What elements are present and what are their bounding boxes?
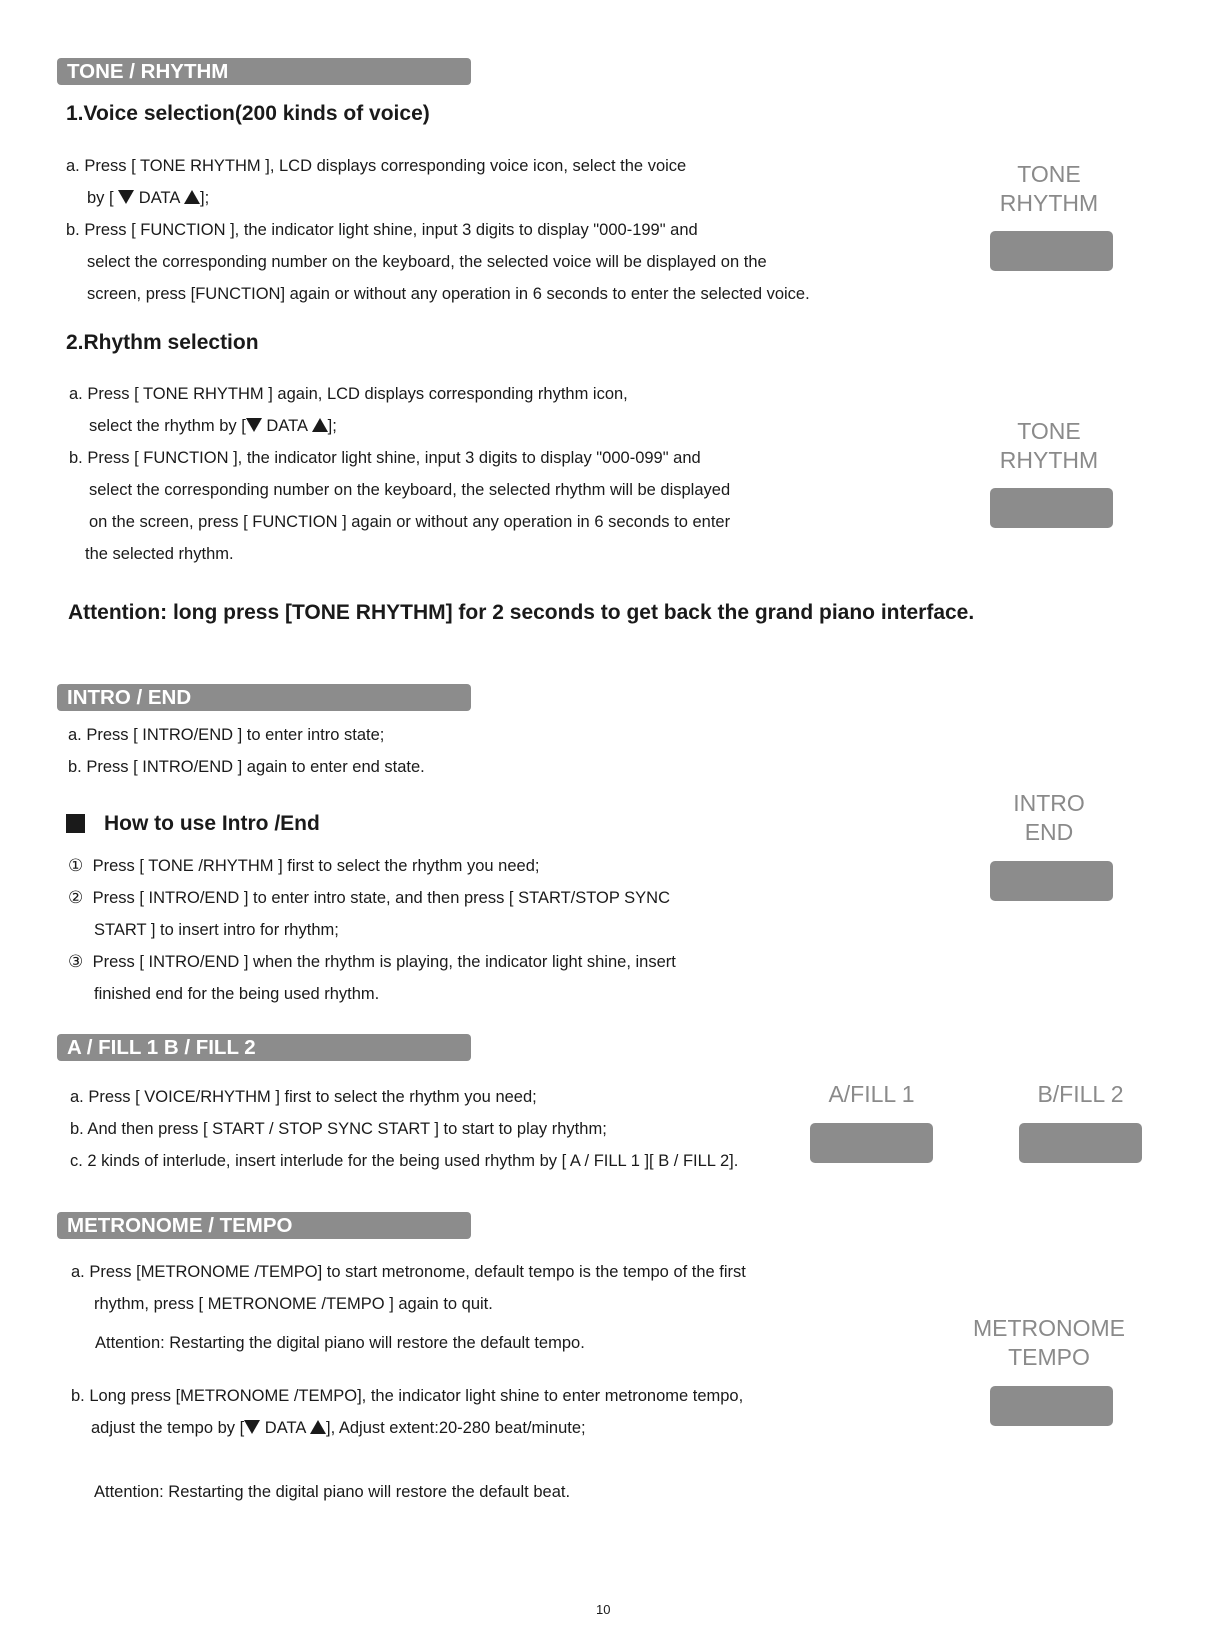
down-triangle-icon: [246, 418, 262, 432]
down-triangle-icon: [244, 1420, 260, 1434]
tone-rhythm-button-2: [990, 488, 1113, 528]
fill-step-a: a. Press [ VOICE/RHYTHM ] first to select the rhythm you need;: [70, 1088, 537, 1106]
voice-step-b-line3: screen, press [FUNCTION] again or without any operation in 6 seconds to enter the selected voice.: [87, 285, 810, 303]
down-triangle-icon: [118, 190, 134, 204]
voice-step-a-line1: a. Press [ TONE RHYTHM ], LCD displays corresponding voice icon, select the voice: [66, 157, 687, 175]
metronome-step-b-line2: adjust the tempo by [ DATA ], Adjust extent:20-280 beat/minute;: [91, 1419, 586, 1437]
metronome-step-a-line2: rhythm, press [ METRONOME /TEMPO ] again to quit.: [94, 1295, 493, 1313]
metronome-step-b-line1: b. Long press [METRONOME /TEMPO], the indicator light shine to enter metronome tempo,: [71, 1387, 744, 1405]
intro-end-button-label: INTRO END: [1013, 790, 1085, 845]
fill-step-c: c. 2 kinds of interlude, insert interlude for the being used rhythm by [ A / FILL 1 ][ B / FILL 2].: [70, 1152, 739, 1170]
voice-step-b-line2: select the corresponding number on the keyboard, the selected voice will be displayed on the: [87, 253, 767, 271]
tone-rhythm-button-label-2: TONE RHYTHM: [999, 418, 1099, 473]
rhythm-step-b-line3: on the screen, press [ FUNCTION ] again or without any operation in 6 seconds to enter: [89, 513, 731, 531]
voice-step-a-line2: by [ DATA ];: [87, 189, 210, 207]
intro-howto-step-3: ③ Press [ INTRO/END ] when the rhythm is playing, the indicator light shine, insert: [68, 952, 676, 971]
intro-howto-step-3-cont: finished end for the being used rhythm.: [94, 985, 380, 1003]
voice-selection-heading: 1.Voice selection(200 kinds of voice): [66, 102, 430, 125]
rhythm-step-b-line1: b. Press [ FUNCTION ], the indicator light shine, input 3 digits to display "000-099" and: [69, 449, 701, 467]
a-fill-1-button-label: A/FILL 1: [828, 1081, 915, 1107]
section-bar-tone-rhythm: TONE / RHYTHM: [57, 58, 471, 85]
up-triangle-icon: [184, 190, 200, 204]
fill-step-b: b. And then press [ START / STOP SYNC START ] to start to play rhythm;: [70, 1120, 607, 1138]
section-bar-intro-end: INTRO / END: [57, 684, 471, 711]
rhythm-step-b-line4: the selected rhythm.: [85, 545, 234, 563]
b-fill-2-button-label: B/FILL 2: [1037, 1081, 1124, 1107]
metronome-tempo-button-label: METRONOME TEMPO: [972, 1315, 1126, 1370]
up-triangle-icon: [312, 418, 328, 432]
rhythm-selection-heading: 2.Rhythm selection: [66, 331, 259, 354]
up-triangle-icon: [310, 1420, 326, 1434]
tone-rhythm-button: [990, 231, 1113, 271]
how-to-use-intro-heading: How to use Intro /End: [104, 812, 320, 835]
section-bar-fill: A / FILL 1 B / FILL 2: [57, 1034, 471, 1061]
tone-attention-note: Attention: long press [TONE RHYTHM] for 2 seconds to get back the grand piano interface.: [68, 601, 975, 624]
tone-rhythm-button-label: TONE RHYTHM: [999, 161, 1099, 216]
metronome-tempo-button: [990, 1386, 1113, 1426]
intro-howto-step-1: ① Press [ TONE /RHYTHM ] first to select the rhythm you need;: [68, 856, 540, 875]
rhythm-step-a-line1: a. Press [ TONE RHYTHM ] again, LCD displays corresponding rhythm icon,: [69, 385, 628, 403]
intro-step-b: b. Press [ INTRO/END ] again to enter end state.: [68, 758, 425, 776]
bullet-square-icon: [66, 814, 85, 833]
rhythm-step-b-line2: select the corresponding number on the keyboard, the selected rhythm will be displayed: [89, 481, 731, 499]
rhythm-step-a-line2: select the rhythm by [ DATA ];: [89, 417, 337, 435]
intro-howto-step-2: ② Press [ INTRO/END ] to enter intro state, and then press [ START/STOP SYNC: [68, 888, 670, 907]
page-number: 10: [596, 1602, 611, 1617]
metronome-attention-beat: Attention: Restarting the digital piano will restore the default beat.: [94, 1483, 571, 1501]
intro-end-button: [990, 861, 1113, 901]
a-fill-1-button: [810, 1123, 933, 1163]
intro-howto-step-2-cont: START ] to insert intro for rhythm;: [94, 921, 339, 939]
metronome-step-a-line1: a. Press [METRONOME /TEMPO] to start metronome, default tempo is the tempo of the first: [71, 1263, 746, 1281]
intro-step-a: a. Press [ INTRO/END ] to enter intro state;: [68, 726, 385, 744]
voice-step-b-line1: b. Press [ FUNCTION ], the indicator light shine, input 3 digits to display "000-199" and: [66, 221, 698, 239]
section-bar-metronome-tempo: METRONOME / TEMPO: [57, 1212, 471, 1239]
metronome-attention-tempo: Attention: Restarting the digital piano will restore the default tempo.: [95, 1334, 585, 1352]
b-fill-2-button: [1019, 1123, 1142, 1163]
